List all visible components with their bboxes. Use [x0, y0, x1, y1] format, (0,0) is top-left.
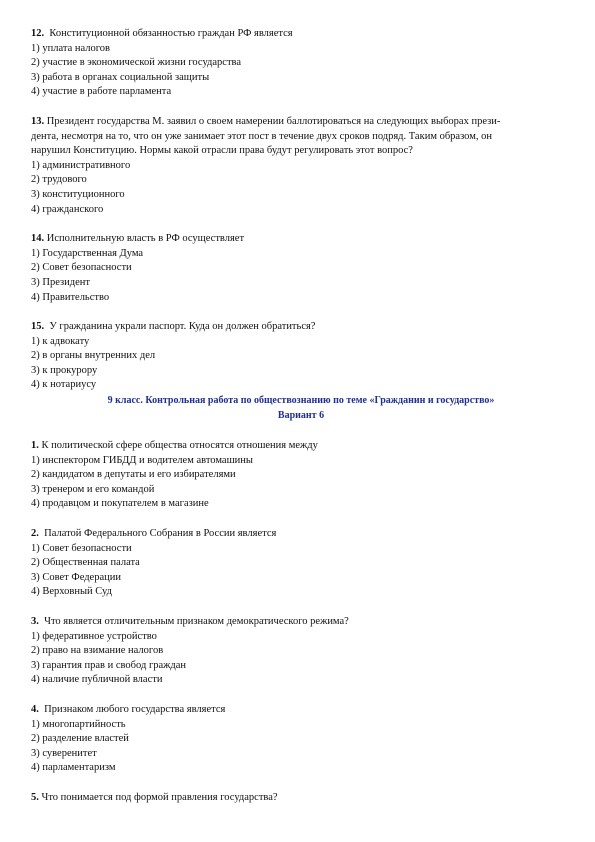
answer-option: 4) Правительство — [31, 291, 110, 303]
worksheet-page — [31, 27, 571, 806]
answer-option: 1) уплата налогов — [31, 42, 110, 54]
question-number: 15. — [31, 321, 45, 333]
answer-option: 4) парламентаризм — [31, 762, 116, 774]
question-3 — [31, 615, 571, 688]
answer-option: 2) кандидатом в депутаты и его избирателями — [31, 469, 236, 481]
answer-option: 4) Верховный Суд — [31, 586, 112, 598]
answer-option: 1) Государственная Дума — [31, 247, 144, 259]
question-text: 15. У гражданина украли паспорт. Куда он должен обратиться? — [31, 321, 316, 333]
question-14 — [31, 232, 571, 305]
question-5 — [31, 791, 571, 806]
answer-option: 4) к нотариусу — [31, 379, 97, 391]
answer-option: 4) участие в работе парламента — [31, 86, 172, 98]
worksheet-title: 9 класс. Контрольная работа по обществознанию по теме «Гражданин и государство» — [107, 395, 495, 407]
answer-option: 1) Совет безопасности — [31, 542, 132, 554]
answer-option: 2) трудового — [31, 174, 87, 186]
question-number: 3. — [31, 616, 39, 627]
question-text: 3. Что является отличительным признаком демократического режима? — [31, 616, 349, 627]
answer-option: 1) федеративное устройство — [31, 630, 157, 642]
answer-option: 3) конституционного — [31, 188, 125, 200]
question-text-line: нарушил Конституцию. Нормы какой отрасли права будут регулировать этот вопрос? — [31, 145, 413, 157]
question-number: 4. — [31, 703, 39, 715]
variant-label: Вариант 6 — [277, 410, 325, 422]
answer-option: 2) Общественная палата — [31, 557, 140, 569]
question-number: 12. — [31, 28, 45, 39]
answer-option: 2) право на взимание налогов — [31, 645, 164, 657]
question-number: 13. — [31, 115, 45, 127]
answer-option: 2) участие в экономической жизни государства — [31, 57, 242, 69]
question-text: 14. Исполнительную власть в РФ осуществляет — [31, 233, 245, 245]
question-15 — [31, 320, 571, 393]
answer-option: 4) гражданского — [31, 203, 104, 215]
answer-option: 1) к адвокату — [31, 335, 90, 347]
answer-option: 3) к прокурору — [31, 364, 98, 376]
answer-option: 3) Президент — [31, 276, 90, 288]
question-number: 14. — [31, 233, 45, 245]
answer-option: 2) разделение властей — [31, 733, 129, 745]
answer-option: 3) Совет Федерации — [31, 571, 121, 583]
answer-option: 4) наличие публичной власти — [31, 674, 163, 686]
question-text-line: дента, несмотря на то, что он уже занимает этот пост в течение двух сроков подряд. Таким образом, он — [31, 130, 492, 142]
answer-option: 1) многопартийность — [31, 718, 126, 730]
question-text: 2. Палатой Федерального Собрания в России является — [31, 528, 277, 540]
question-number: 1. — [31, 440, 39, 452]
question-text: 13. Президент государства М. заявил о своем намерении баллотироваться на следующих выборах прези- — [31, 115, 501, 127]
question-number: 2. — [31, 528, 39, 540]
question-13 — [31, 115, 571, 217]
answer-option: 3) тренером и его командой — [31, 483, 155, 495]
question-number: 5. — [31, 791, 39, 803]
question-text: 1. К политической сфере общества относятся отношения между — [31, 440, 318, 452]
answer-option: 1) административного — [31, 159, 131, 171]
answer-option: 3) гарантия прав и свобод граждан — [31, 659, 187, 671]
question-text: 12. Конституционной обязанностью граждан РФ является — [31, 28, 293, 39]
answer-option: 3) суверенитет — [31, 747, 97, 759]
question-2 — [31, 527, 571, 600]
question-text: 4. Признаком любого государства является — [31, 703, 226, 715]
answer-option: 2) в органы внутренних дел — [31, 350, 156, 362]
question-text: 5. Что понимается под формой правления государства? — [31, 791, 278, 803]
question-4 — [31, 703, 571, 776]
answer-option: 3) работа в органах социальной защиты — [31, 71, 210, 83]
answer-option: 1) инспектором ГИБДД и водителем автомашины — [31, 454, 253, 466]
answer-option: 2) Совет безопасности — [31, 262, 132, 274]
answer-option: 4) продавцом и покупателем в магазине — [31, 498, 209, 510]
question-12 — [31, 27, 571, 100]
question-1 — [31, 439, 571, 512]
